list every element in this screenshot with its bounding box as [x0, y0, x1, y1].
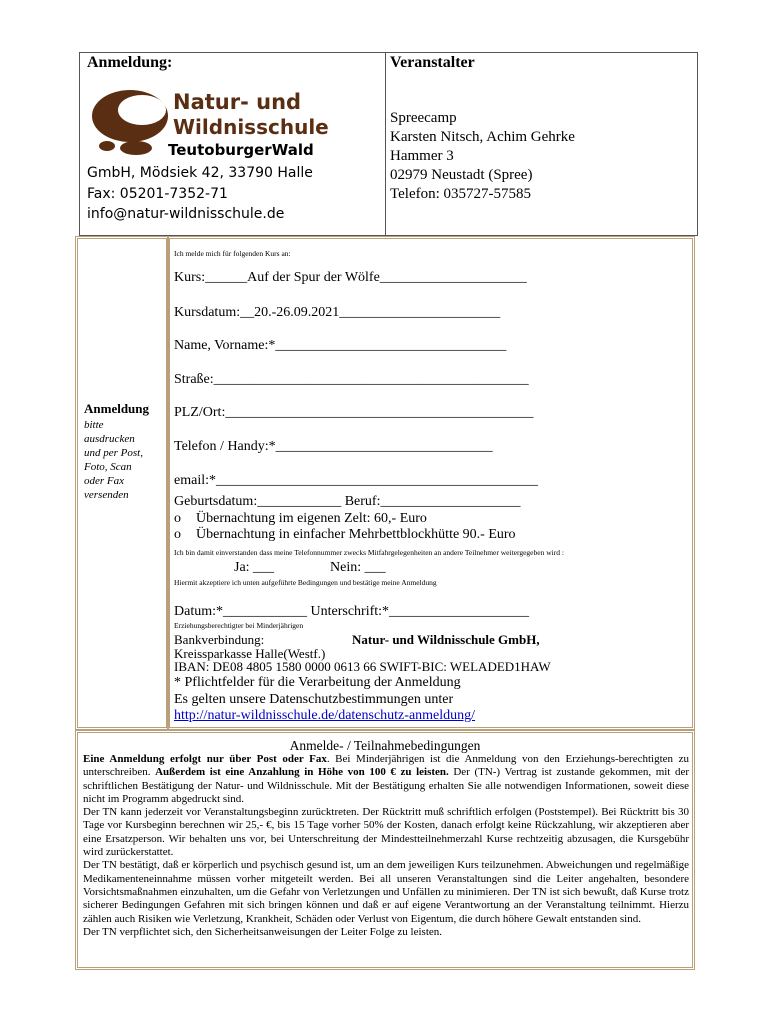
- datum-signature-field[interactable]: Datum:*____________ Unterschrift:*____________________: [174, 604, 530, 619]
- accept-text: Hiermit akzeptiere ich unten aufgeführte Bedingungen und bestätige meine Anmeldung: [174, 578, 437, 587]
- iban-line: IBAN: DE08 4805 1580 0000 0613 66 SWIFT-BIC: WELADED1HAW: [174, 659, 551, 674]
- kurs-field[interactable]: Kurs:______Auf der Spur der Wölfe_____________________: [174, 270, 527, 285]
- option-huette-label: Übernachtung in einfacher Mehrbettblockhütte 90.- Euro: [196, 527, 516, 542]
- logo-line3: TeutoburgerWald: [168, 141, 314, 159]
- consent-text: Ich bin damit einverstanden dass meine Telefonnummer zwecks Mitfahrgelegenheiten an andere Teilnehmer weitergegeben wird :: [174, 548, 564, 557]
- sidebar-title: Anmeldung: [84, 401, 150, 416]
- kursdatum-field[interactable]: Kursdatum:__20.-26.09.2021_______________________: [174, 305, 501, 320]
- header-left-title: Anmeldung:: [87, 54, 173, 71]
- checkbox-icon[interactable]: o: [174, 511, 181, 526]
- organizer-block: [390, 109, 575, 204]
- address-line: GmbH, Mödsiek 42, 33790 Halle: [87, 165, 313, 181]
- paw-print-icon: [90, 86, 170, 162]
- header-right-title: Veranstalter: [390, 54, 475, 71]
- address-block: [87, 163, 313, 225]
- email-line: info@natur-wildnisschule.de: [87, 206, 285, 222]
- sidebar-note: bitte ausdrucken und per Post, Foto, Scan oder Fax versenden: [84, 419, 143, 501]
- bank-name: Natur- und Wildnisschule GmbH,: [352, 632, 540, 647]
- guardian-note: Erziehungsberechtigter bei Minderjährigen: [174, 621, 304, 630]
- conditions-p4: Der TN verpflichtet sich, den Sicherheitsanweisungen der Leiter Folge zu leisten.: [83, 925, 443, 938]
- email-field[interactable]: email:*______________________________________________: [174, 473, 538, 488]
- datenschutz-note: Es gelten unsere Datenschutzbestimmungen unter: [174, 692, 454, 707]
- organizer-line: Karsten Nitsch, Achim Gehrke: [390, 129, 575, 145]
- organizer-line: Hammer 3: [390, 148, 454, 164]
- geburtsdatum-field[interactable]: Geburtsdatum:____________ Beruf:____________________: [174, 494, 521, 509]
- conditions-title: Anmelde- / Teilnahmebedingungen: [289, 738, 481, 753]
- logo-line1: Natur- und: [173, 90, 302, 114]
- organizer-line: Spreecamp: [390, 110, 457, 126]
- name-field[interactable]: Name, Vorname:*_________________________________: [174, 338, 507, 353]
- ja-field[interactable]: Ja: ___: [234, 560, 275, 575]
- checkbox-icon[interactable]: o: [174, 527, 181, 542]
- option-zelt[interactable]: [174, 511, 427, 527]
- telefon-field[interactable]: Telefon / Handy:*_______________________________: [174, 439, 493, 454]
- conditions-p3: Der TN bestätigt, daß er körperlich und psychisch gesund ist, um an dem jeweiligen Kurs teilzunehmen. Abweichungen und regelmäßige Medikamenteneinnahme müssen vorher mitgeteilt werden. Bei all unseren Veranstaltungen sind die Leiter angehalten, besondere Vorsichtsmaßnahmen einzuhalten, um die Gefahr von Verletzungen und Unfällen zu minimieren. Der TN ist sich bewußt, daß Kurse trotz sicherer Bedingungen Gefahren mit sich bringen können und daß er auf eigene Verantwortung an der Veranstaltung teilnimmt. Hierzu zählen auch Risiken wie Verletzung, Krankheit, Schäden oder Verlust von Eigentum, die durch höhere Gewalt entstanden sind.: [83, 859, 689, 925]
- fax-line: Fax: 05201-7352-71: [87, 185, 228, 202]
- organizer-line: 02979 Neustadt (Spree): [390, 167, 533, 183]
- strasse-field[interactable]: Straße:_____________________________________________: [174, 372, 529, 387]
- bank-line2: Kreissparkasse Halle(Westf.): [174, 646, 326, 661]
- nein-field[interactable]: Nein: ___: [330, 560, 386, 575]
- logo-line2: Wildnisschule: [173, 115, 329, 139]
- header-divider: [385, 52, 386, 236]
- plz-field[interactable]: PLZ/Ort:____________________________________________: [174, 405, 534, 420]
- datenschutz-link[interactable]: http://natur-wildnisschule.de/datenschutz-anmeldung/: [174, 708, 476, 723]
- conditions-p2: Der TN kann jederzeit vor Veranstaltungsbeginn zurücktreten. Der Rücktritt muß schriftlich erfolgen (Poststempel). Bei Rücktritt bis 30 Tage vor Kursbeginn berechnen wir 25,- €, bis 15 Tage vorher 50% der Kosten, danach erfolgt keine Rückzahlung, wir akzeptieren aber eine Ersatzperson. Wir behalten uns vor, bei Unterschreitung der Mindestteilnehmerzahl Kurse rechtzeitig abzusagen, die Kursgebühr wird zurückerstattet.: [83, 806, 689, 859]
- bank-label: Bankverbindung:: [174, 632, 265, 647]
- conditions-p1: Eine Anmeldung erfolgt nur über Post oder Fax. Bei Minderjährigen ist die Anmeldung von den Erziehungs-berechtigten zu unterschreiben. Außerdem ist eine Anzahlung in Höhe von 100 € zu leisten. Der (TN-) Vertrag ist zustande gekommen, mit der schriftlichen Bestätigung der Natur- und Wildnisschule. Mit der Bestätigung erhalten Sie alle notwendigen Informationen, soweit diese nicht im Programm abgedruckt sind.: [83, 753, 689, 805]
- option-zelt-label: Übernachtung im eigenen Zelt: 60,- Euro: [196, 511, 427, 526]
- option-huette[interactable]: [174, 527, 516, 543]
- form-intro: Ich melde mich für folgenden Kurs an:: [174, 249, 291, 258]
- organizer-line: Telefon: 035727-57585: [390, 186, 532, 202]
- pflicht-note: * Pflichtfelder für die Verarbeitung der Anmeldung: [174, 675, 461, 690]
- conditions-text: [83, 753, 689, 939]
